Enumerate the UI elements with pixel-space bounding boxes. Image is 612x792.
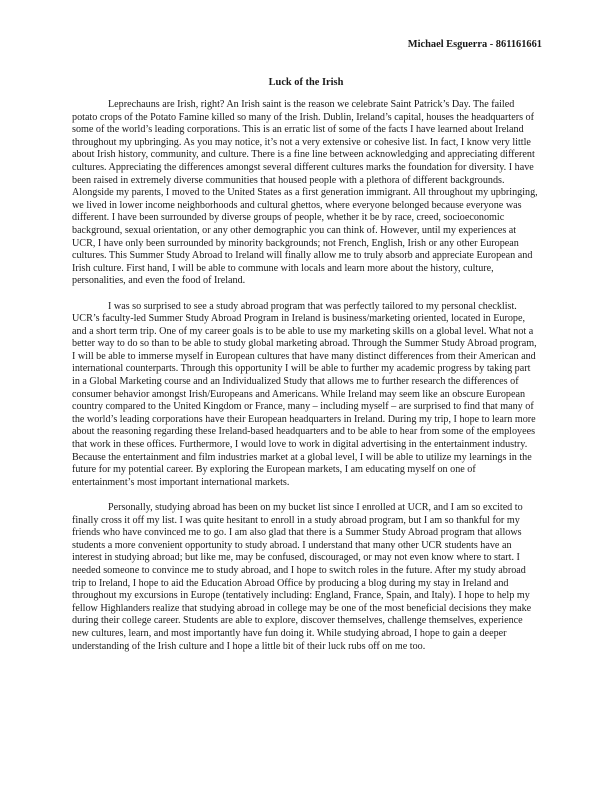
paragraph-3: Personally, studying abroad has been on my bucket list since I enrolled at UCR, and I am so excited to finally cross it off my list. I was quite hesitant to enroll in a study abroad program, but I am so thankful for my friends who have convinced me to go. I am also glad that there is a Summer Study Abroad program that allows students a more convenient opportunity to study abroad. I understand that many other UCR students have an interest in studying abroad; but like me, may be confused, discouraged, or may not even know where to start. I needed someone to convince me to study abroad, and I hope to switch roles in the future. After my study abroad trip to Ireland, I hope to aid the Education Abroad Office by producing a blog during my stay in Ireland and throughout my excursions in Europe (tentatively including: England, France, Spain, and Italy). I hope to help my fellow Highlanders realize that studying abroad in college may be one of the most beneficial decisions they make during their college career. Students are able to explore, discover themselves, challenge themselves, experience new cultures, learn, and most importantly have fun doing it. While studying abroad, I hope to gain a deeper understanding of the Irish culture and I hope a little bit of their luck rubs off on me too. [72, 502, 532, 652]
paragraph-1: Leprechauns are Irish, right? An Irish saint is the reason we celebrate Saint Patrick’s Day. The failed potato crops of the Potato Famine killed so many of the Irish. Dublin, Ireland’s capital, houses the headquarters of some of the world’s leading corporations. This is an erratic list of some of the facts I have learned about Ireland throughout my upbringing. As you may notice, it’s not a very extensive or cohesive list. In fact, I know very little about Irish history, community, and culture. There is a fine line between acknowledging and appreciating different cultures. Appreciating the differences amongst several different cultures marks the foundation for diversity. I have been raised in extremely diverse communities that housed people with a plethora of different backgrounds. Alongside my parents, I moved to the United States as a first generation immigrant. All throughout my upbringing, we lived in lower income neighborhoods and cultural ghettos, where everyone belonged because everyone was different. I have been surrounded by diverse groups of people, whether it be by race, creed, socioeconomic background, sexual orientation, or any other demographic you can think of. However, until my experiences at UCR, I have only been surrounded by minority backgrounds; not French, English, Irish or any other European cultures. This Summer Study Abroad to Ireland will finally allow me to truly absorb and appreciate European and Irish culture. First hand, I will be able to commune with locals and learn more about the history, culture, personalities, and even the food of Ireland. [72, 99, 538, 287]
essay-body [72, 99, 540, 666]
author-header: Michael Esguerra - 861161661 [407, 39, 542, 50]
paragraph-2: I was so surprised to see a study abroad program that was perfectly tailored to my personal checklist. UCR’s faculty-led Summer Study Abroad Program in Ireland is business/marketing oriented, located in Europe, and a short term trip. One of my career goals is to be able to use my marketing skills on a global level. What not a better way to do so than to be able to study global marketing abroad. Through the Summer Study Abroad program, I will be able to immerse myself in European cultures that have many distinct differences from their American and international counterparts. Through this opportunity I will be able to further my academic progress by taking part in a Global Marketing course and an Individualized Study that allows me to further research the differences of consumer behavior amongst Irish/Europeans and Americans. While Ireland may seem like an obscure European country compared to the United Kingdom or France, many – including myself – are surprised to find that many of the world’s leading corporations have their European headquarters in Ireland. During my trip, I hope to learn more about the reasoning regarding these Ireland-based headquarters and to be able to hear from some of the employees that work in these offices. Furthermore, I would love to work in digital advertising in the entertainment industry. Because the entertainment and film industries market at a global level, I will be able to utilize my learnings in the future for my potential career. By exploring the European markets, I am educating myself on one of entertainment’s most important international markets. [72, 300, 537, 488]
document-title: Luck of the Irish [268, 77, 344, 88]
